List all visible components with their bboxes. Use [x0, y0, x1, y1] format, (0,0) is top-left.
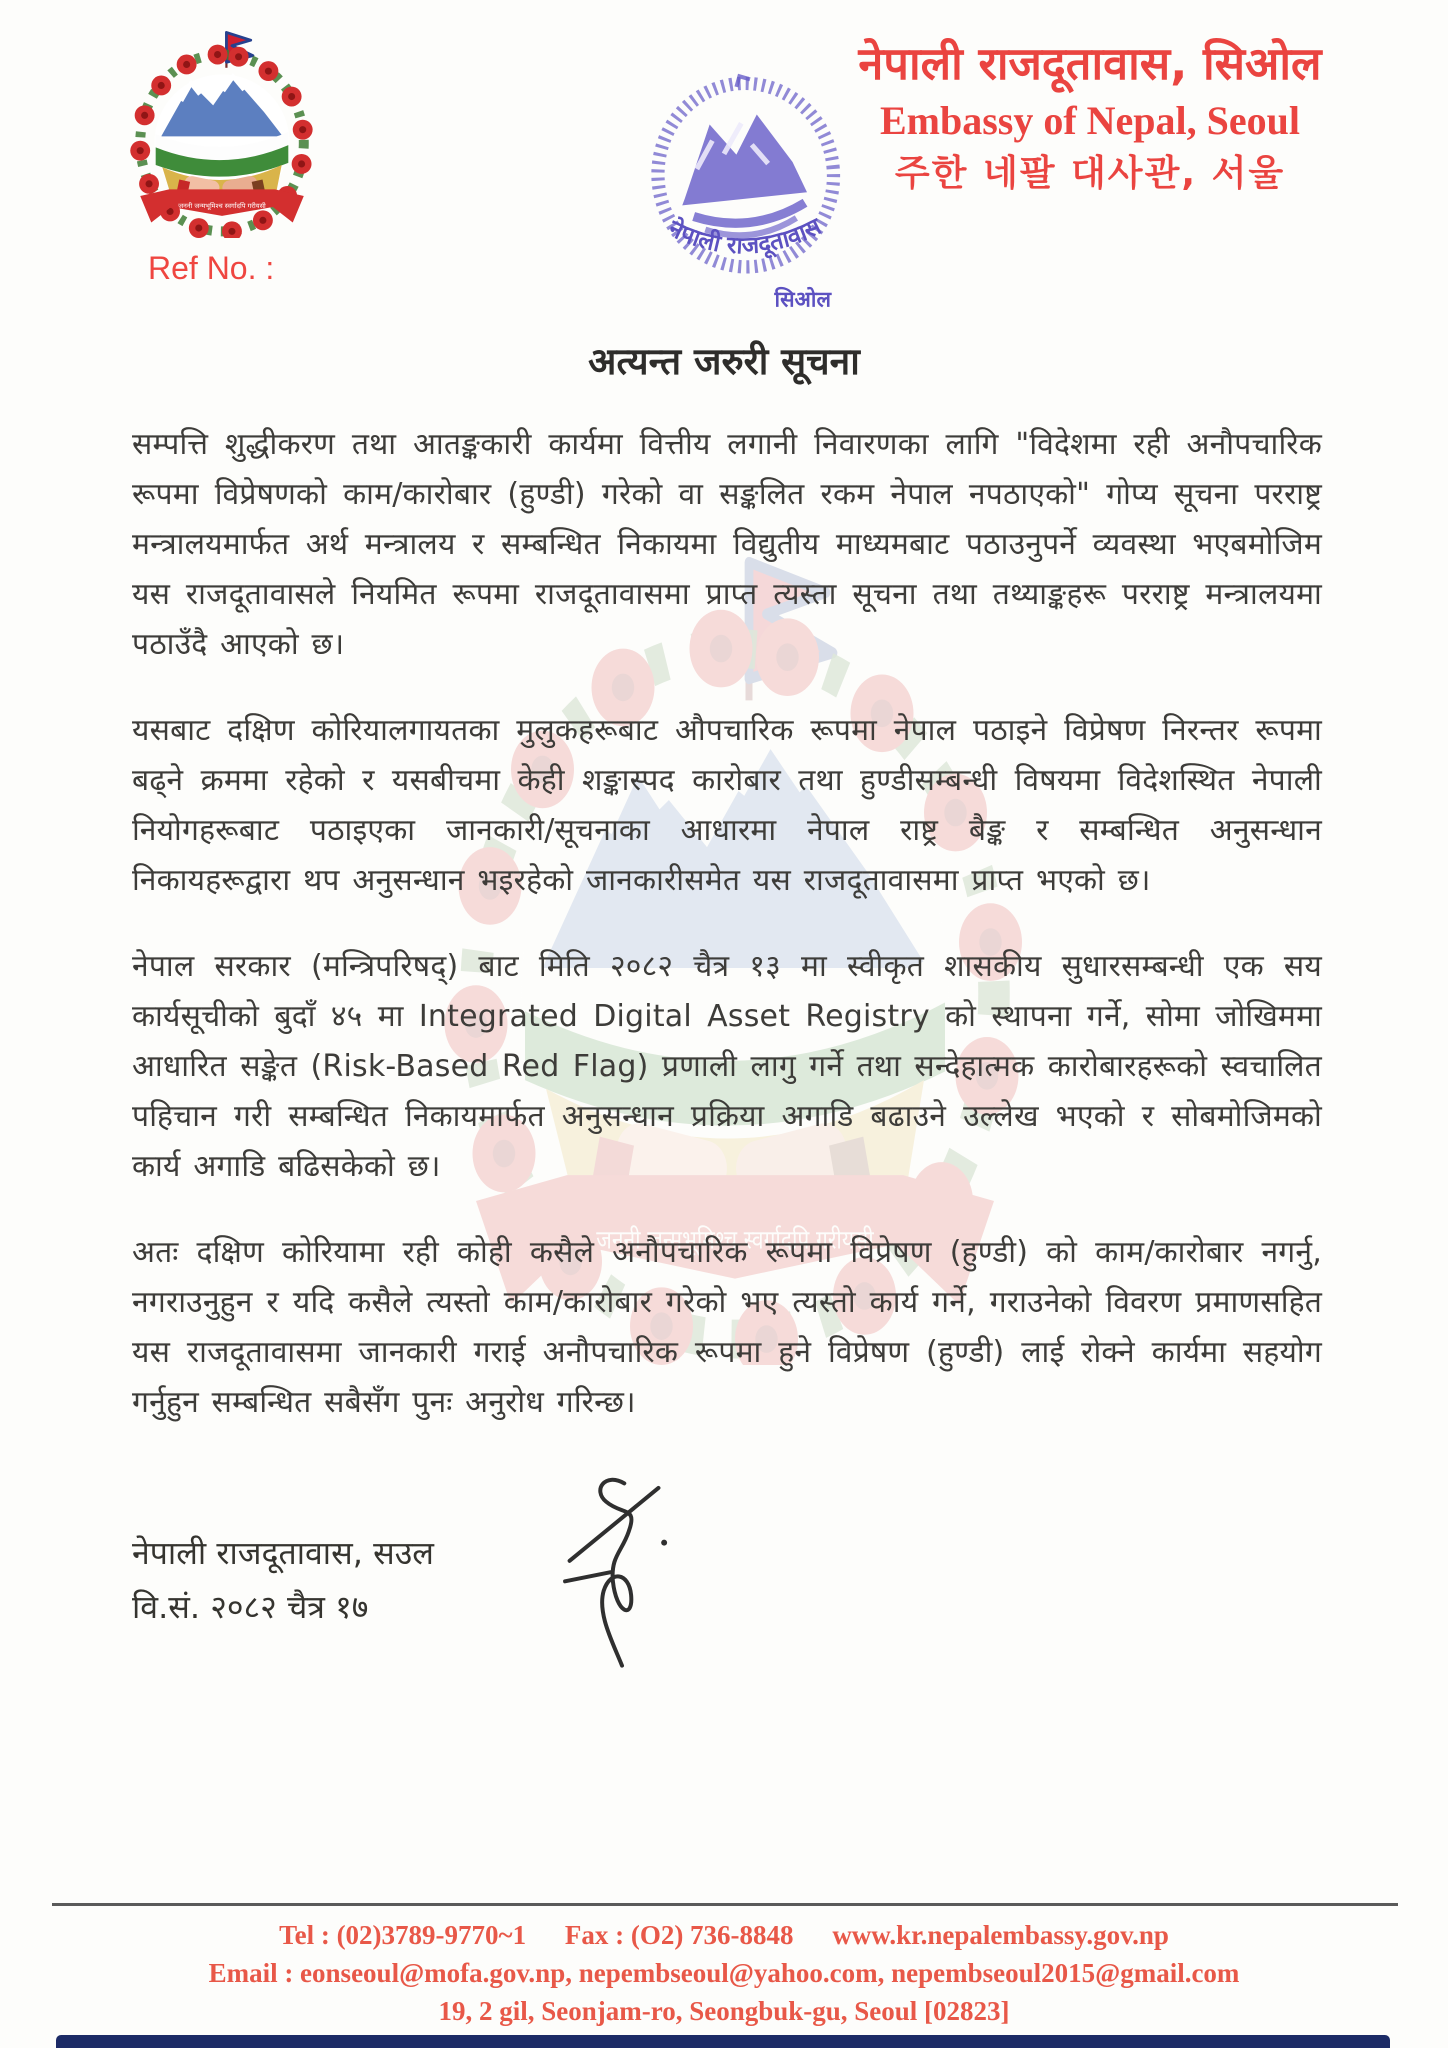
stamp-text-nepali: नेपाली राजदूतावास — [664, 212, 826, 260]
notice-title: अत्यन्त जरुरी सूचना — [588, 340, 860, 383]
embassy-name-nepali: नेपाली राजदूतावास, सिओल — [858, 37, 1322, 90]
footer-fax: Fax : (O2) 736-8848 — [564, 1920, 794, 1950]
footer-tel: Tel : (02)3789-9770~1 — [279, 1920, 527, 1950]
signature-block — [132, 1526, 434, 1634]
footer-divider — [52, 1903, 1398, 1906]
footer-contact-block — [0, 1916, 1448, 2030]
letterhead — [778, 34, 1402, 200]
embassy-name-english: Embassy of Nepal, Seoul — [879, 98, 1301, 143]
paragraph-4: अतः दक्षिण कोरियामा रही कोही कसैले अनौपचारिक रूपमा विप्रेषण (हुण्डी) को काम/कारोबार नगर्नु, नगराउनुहुन र यदि कसैले त्यस्तो काम/कारोबार गरेको भए त्यस्तो कार्य गर्ने, गराउनेको विवरण प्रमाणसहित यस राजदूतावासमा जानकारी गराई अनौपचारिक रूपमा हुने विप्रेषण (हुण्डी) लाई रोक्ने कार्यमा सहयोग गर्नुहुन सम्बन्धित सबैसँग पुनः अनुरोध गरिन्छ। — [132, 1235, 1322, 1420]
footer-address: 19, 2 gil, Seonjam-ro, Seongbuk-gu, Seoul [02823] — [438, 1996, 1010, 2026]
stamp-text-seoul: सिओल — [774, 287, 831, 313]
footer-line-1 — [0, 1916, 1448, 1954]
signature-date-line: वि.सं. २०८२ चैत्र १७ — [132, 1588, 369, 1626]
nepal-coat-of-arms-logo — [108, 28, 336, 238]
ref-no-label: Ref No. : — [148, 250, 275, 286]
paragraph-1: सम्पत्ति शुद्धीकरण तथा आतङ्ककारी कार्यमा वित्तीय लगानी निवारणका लागि "विदेशमा रही अनौपचारिक रूपमा विप्रेषणको काम/कारोबार (हुण्डी) गरेको वा सङ्कलित रकम नेपाल नपठाएको" गोप्य सूचना परराष्ट्र मन्त्रालयमार्फत अर्थ मन्त्रालय र सम्बन्धित निकायमा विद्युतीय माध्यमबाट पठाउनुपर्ने व्यवस्था भएबमोजिम यस राजदूतावासले नियमित रूपमा राजदूतावासमा प्राप्त त्यस्ता सूचना तथा तथ्याङ्कहरू परराष्ट्र मन्त्रालयमा पठाउँदै आएको छ। — [132, 427, 1322, 662]
footer-email: Email : eonseoul@mofa.gov.np, nepembseoul@yahoo.com, nepembseoul2015@gmail.com — [208, 1958, 1240, 1988]
paragraph-2: यसबाट दक्षिण कोरियालगायतका मुलुकहरूबाट औपचारिक रूपमा नेपाल पठाइने विप्रेषण निरन्तर रूपमा बढ्ने क्रममा रहेको र यसबीचमा केही शङ्कास्पद कारोबार तथा हुण्डीसम्बन्धी विषयमा विदेशस्थित नेपाली नियोगहरूबाट पठाइएका जानकारी/सूचनाका आधारमा नेपाल राष्ट्र बैङ्क र सम्बन्धित अनुसन्धान निकायहरूद्वारा थप अनुसन्धान भइरहेको जानकारीसमेत यस राजदूतावासमा प्राप्त भएको छ। — [132, 713, 1322, 898]
paragraph-3: नेपाल सरकार (मन्त्रिपरिषद्) बाट मिति २०८२ चैत्र १३ मा स्वीकृत शासकीय सुधारसम्बन्धी एक सय कार्यसूचीको बुदाँ ४५ मा Integrated Digital Asset Registry को स्थापना गर्ने, सोमा जोखिममा आधारित सङ्केत (Risk-Based Red Flag) प्रणाली लागु गर्ने तथा सन्देहात्मक कारोबारहरूको स्वचालित पहिचान गरी सम्बन्धित निकायमार्फत अनुसन्धान प्रक्रिया अगाडि बढाउने उल्लेख भएको र सोबमोजिमको कार्य अगाडि बढिसकेको छ। — [132, 949, 1322, 1184]
letter-body — [132, 420, 1322, 1464]
bottom-scan-bar — [56, 2035, 1390, 2048]
embassy-name-korean: 주한 네팔 대사관, 서울 — [894, 153, 1286, 194]
footer-website: www.kr.nepalembassy.gov.np — [832, 1920, 1169, 1950]
signature-org-line: नेपाली राजदूतावास, सउल — [132, 1534, 434, 1572]
handwritten-signature — [552, 1472, 692, 1677]
